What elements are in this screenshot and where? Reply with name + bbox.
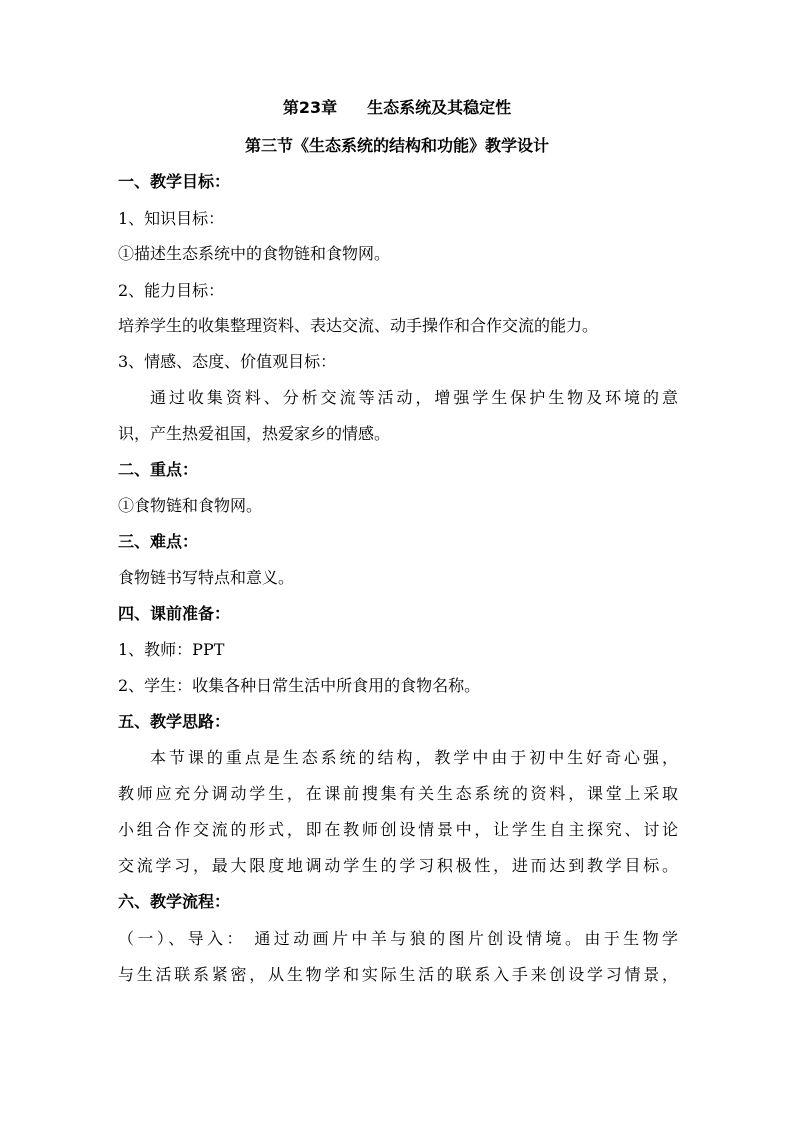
document-title: 第三节《生态系统的结构和功能》教学设计 [244,136,549,155]
preparation-student: 2、学生：收集各种日常生活中所食用的食物名称。 [118,676,481,695]
chapter-title: 生态系统及其稳定性 [367,98,512,117]
key-points-text: ①食物链和食物网。 [118,496,263,515]
teaching-ideas-line3: 小组合作交流的形式，即在教师创设情景中，让学生自主探究、讨论 [118,820,678,839]
objective-emotion-text-line1: 通过收集资料、分析交流等活动，增强学生保护生物及环境的意 [150,388,678,407]
objective-knowledge-text: ①描述生态系统中的食物链和食物网。 [118,244,391,263]
section-heading-preparation: 四、课前准备： [118,604,231,623]
objective-ability-text: 培养学生的收集整理资料、表达交流、动手操作和合作交流的能力。 [118,316,599,335]
section-heading-key-points: 二、重点： [118,460,199,479]
teaching-ideas-line4: 交流学习，最大限度地调动学生的学习积极性，进而达到教学目标。 [118,856,678,875]
objective-emotion-text-line2: 识，产生热爱祖国，热爱家乡的情感。 [118,424,391,443]
objective-knowledge-label: 1、知识目标： [118,209,225,228]
section-heading-difficulties: 三、难点： [118,532,199,551]
difficulties-text: 食物链书写特点和意义。 [118,568,295,587]
chapter-heading [0,98,794,118]
section-heading-teaching-ideas: 五、教学思路： [118,712,231,731]
objective-ability-label: 2、能力目标： [118,281,225,300]
section-heading-objectives: 一、教学目标： [118,172,231,191]
chapter-number: 第23章 [282,98,338,117]
preparation-teacher: 1、教师：PPT [118,640,225,659]
objective-emotion-label: 3、情感、态度、价值观目标： [118,352,337,371]
section-heading-teaching-process: 六、教学流程： [118,892,231,911]
teaching-process-line2: 与生活联系紧密，从生物学和实际生活的联系入手来创设学习情景， [118,965,678,984]
teaching-process-line1: （一）、导入： 通过动画片中羊与狼的图片创设情境。由于生物学 [118,929,678,948]
teaching-ideas-line2: 教师应充分调动学生，在课前搜集有关生态系统的资料，课堂上采取 [118,784,678,803]
teaching-ideas-line1: 本节课的重点是生态系统的结构，教学中由于初中生好奇心强， [150,748,678,767]
